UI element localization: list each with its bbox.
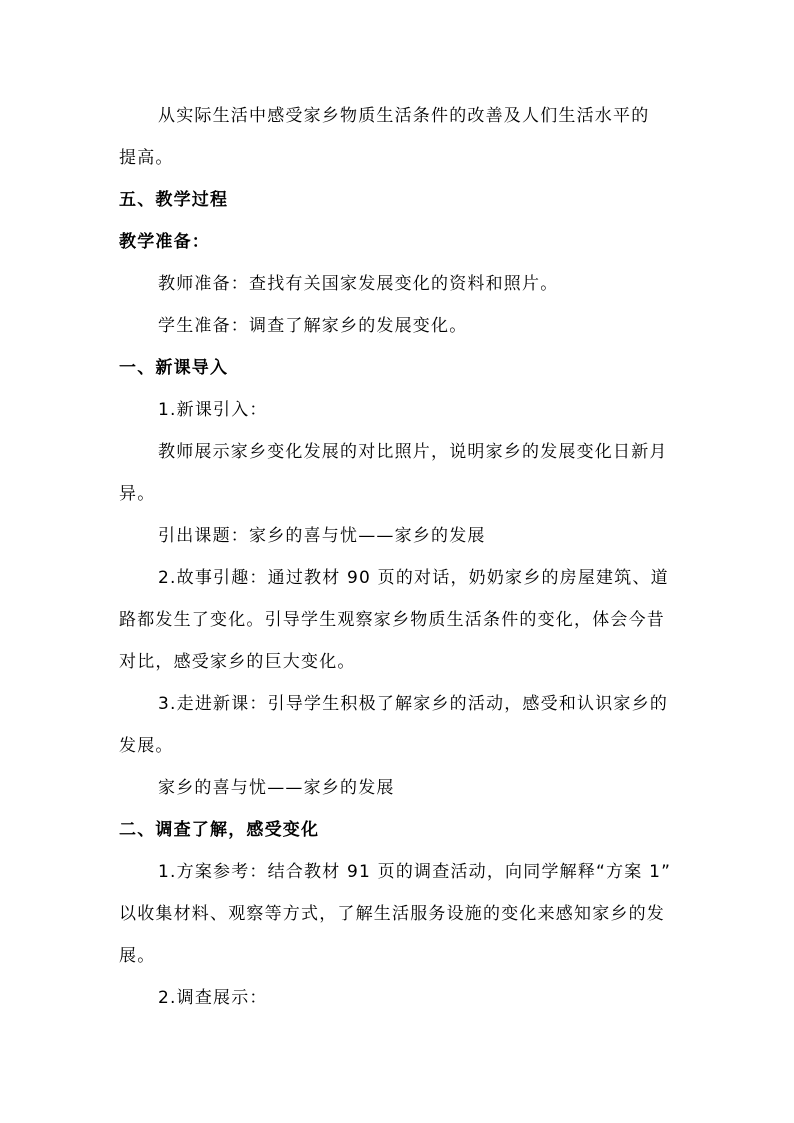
text-line: 以收集材料、观察等方式，了解生活服务设施的变化来感知家乡的发 <box>119 904 665 924</box>
text-line: 2.故事引趣：通过教材 90 页的对话，奶奶家乡的房屋建筑、道 <box>158 568 669 588</box>
text-line: 学生准备：调查了解家乡的发展变化。 <box>158 316 468 336</box>
text-line: 1.新课引入： <box>158 400 268 420</box>
text-line: 引出课题：家乡的喜与忧——家乡的发展 <box>158 526 486 546</box>
text-line: 异。 <box>119 484 156 504</box>
text-line: 路都发生了变化。引导学生观察家乡物质生活条件的变化，体会今昔 <box>119 610 665 630</box>
section-heading: 二、调查了解，感受变化 <box>119 820 320 840</box>
text-line: 教师展示家乡变化发展的对比照片，说明家乡的发展变化日新月 <box>158 442 668 462</box>
text-line: 对比，感受家乡的巨大变化。 <box>119 652 356 672</box>
text-line: 2.调查展示： <box>158 988 268 1008</box>
text-line: 1.方案参考：结合教材 91 页的调查活动，向同学解释“方案 1” <box>158 862 672 882</box>
text-line: 发展。 <box>119 736 174 756</box>
text-line: 3.走进新课：引导学生积极了解家乡的活动，感受和认识家乡的 <box>158 694 669 714</box>
section-heading: 一、新课导入 <box>119 358 229 378</box>
text-line: 提高。 <box>119 148 174 168</box>
text-line: 教师准备：查找有关国家发展变化的资料和照片。 <box>158 274 559 294</box>
section-heading: 五、教学过程 <box>119 190 229 210</box>
text-line: 家乡的喜与忧——家乡的发展 <box>158 778 395 798</box>
text-line: 展。 <box>119 946 156 966</box>
text-line: 从实际生活中感受家乡物质生活条件的改善及人们生活水平的 <box>158 106 650 126</box>
section-heading: 教学准备： <box>119 232 210 252</box>
